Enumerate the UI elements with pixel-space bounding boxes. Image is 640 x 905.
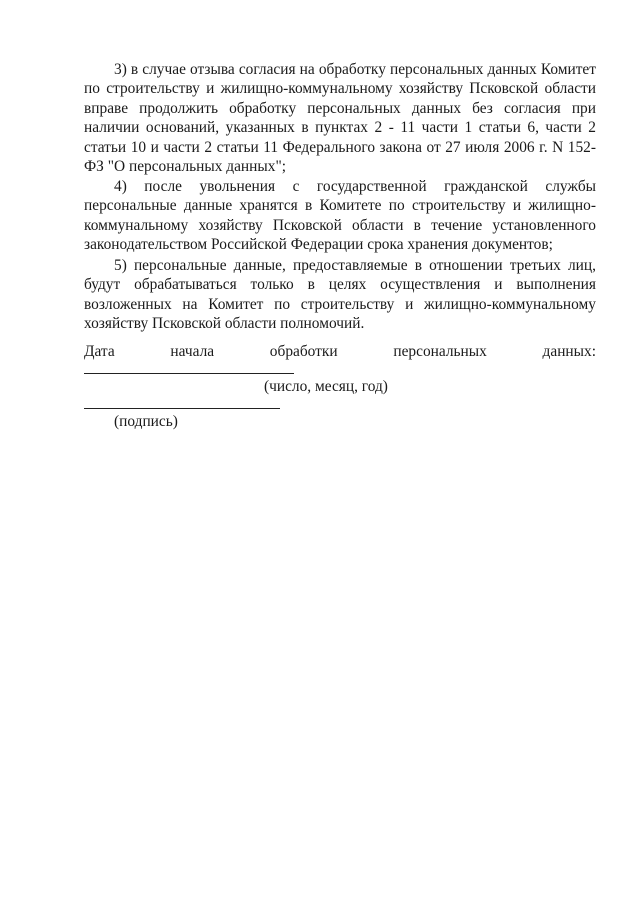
date-caption: (число, месяц, год) [264,378,388,395]
date-fill-line[interactable] [84,373,294,374]
signature-fill-line[interactable] [84,408,280,409]
date-label-word: начала [170,343,215,360]
date-label-word: обработки [269,343,338,360]
paragraph-item-4: 4) после увольнения с государственной гражданской службы персональные данные хранятся в Комитете по строительству и жилищно-коммунальному хозяйству Псковской области в течение установленного законодательством Российской Федерации срока хранения документов; [84,178,596,254]
processing-start-date-label [84,342,596,361]
date-label-word: данных: [542,343,596,360]
signature-caption: (подпись) [114,413,178,430]
paragraph-item-3: 3) в случае отзыва согласия на обработку персональных данных Комитет по строительству и жилищно-коммунальному хозяйству Псковской области вправе продолжить обработку персональных данных без согласия при наличии оснований, указанных в пунктах 2 - 11 части 1 статьи 6, части 2 статьи 10 и части 2 статьи 11 Федерального закона от 27 июля 2006 г. N 152-ФЗ "О персональных данных"; [84,61,596,176]
date-label-word: Дата [84,343,115,360]
paragraph-item-5: 5) персональные данные, предоставляемые в отношении третьих лиц, будут обрабатываться только в целях осуществления и выполнения возложенных на Комитет по строительству и жилищно-коммунальному хозяйству Псковской области полномочий. [84,257,596,333]
date-label-word: персональных [393,343,487,360]
